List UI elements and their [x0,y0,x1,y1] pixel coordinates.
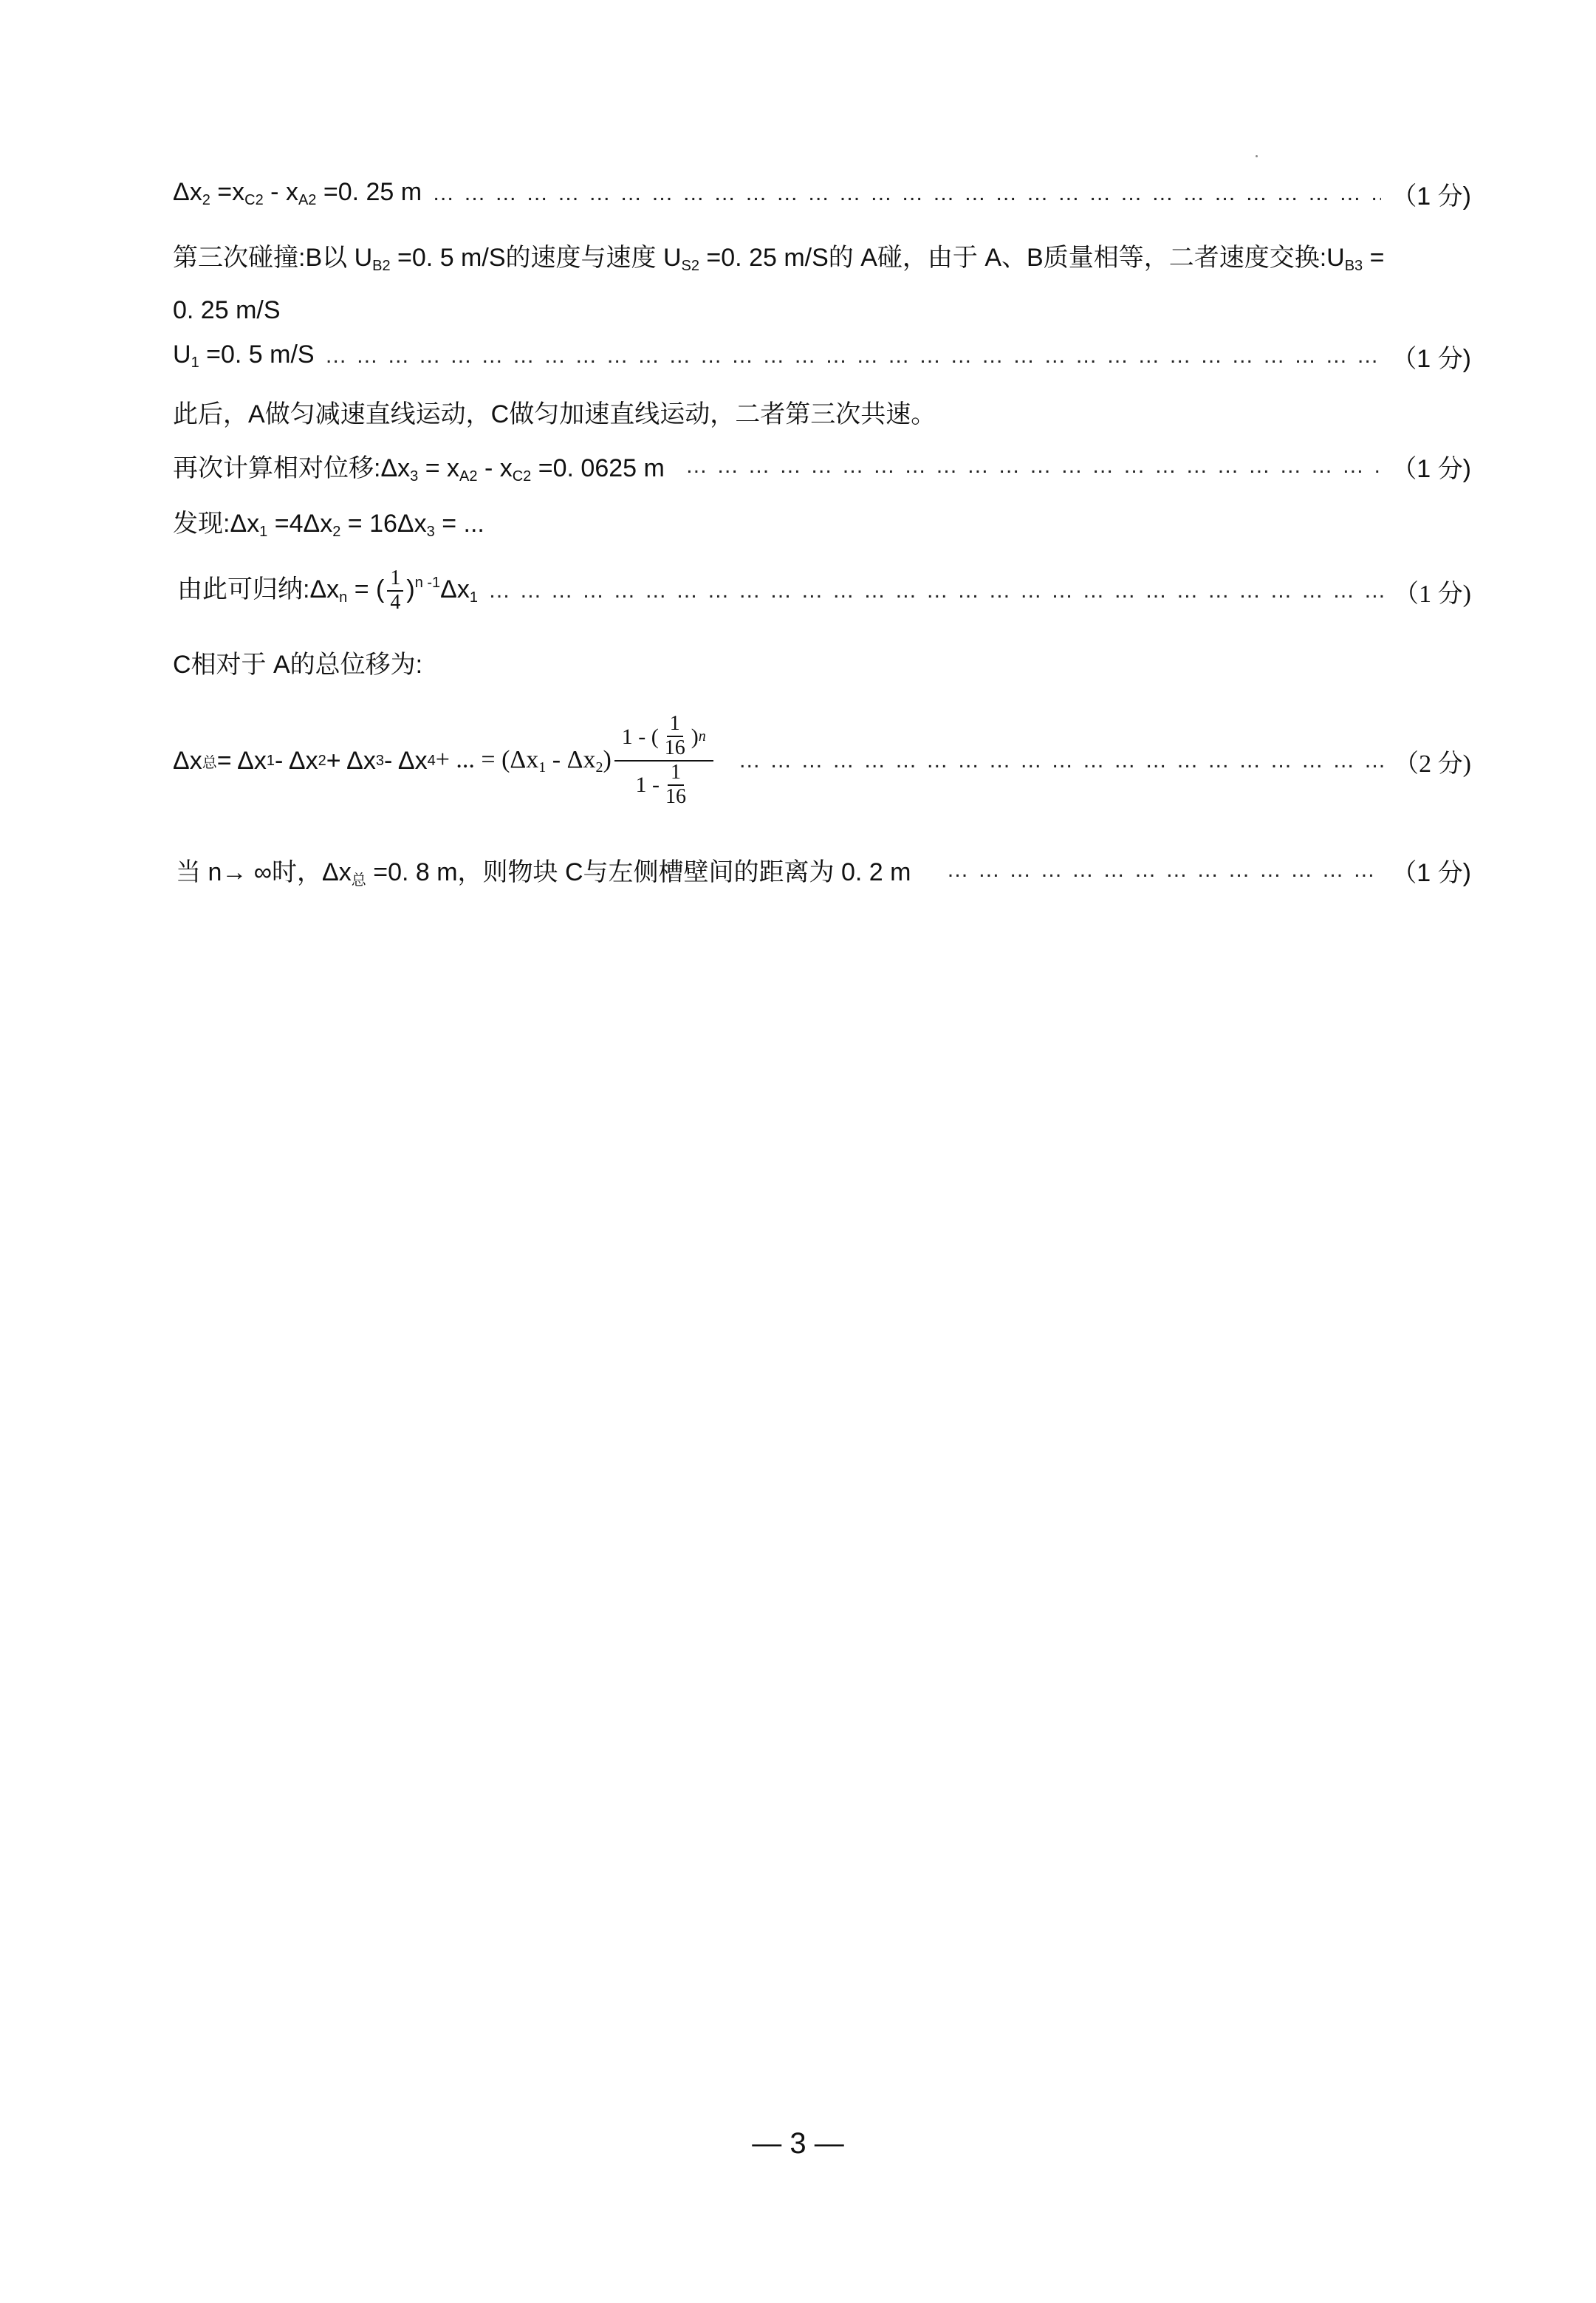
third-collision-continuation [173,288,1471,332]
score-label: （1 分) [1391,858,1471,887]
equation-delta-xn [177,561,1471,620]
equation-text: $U_1 =0$. 5 m/S [173,341,315,371]
fraction-one-sixteenth: $\frac{1}{16}$ [665,761,687,808]
leader-dots [432,181,1381,206]
equation-u1 [173,334,1471,378]
fraction-one-sixteenth: $\frac{1}{16}$ [664,712,685,760]
score-label: （1 分) [1391,182,1471,211]
third-collision-statement [173,233,1471,278]
pattern-observation [173,499,1471,544]
equation-delta-x3 [173,444,1471,488]
leader-dots [488,578,1383,603]
leader-dots [685,454,1381,479]
paragraph-text: 0. 25 m/S [173,295,281,324]
stray-dot [1256,155,1258,157]
equation-text: $\Delta x_2 =x_{C2} - x_{A2} =0$. 25 m [173,178,422,208]
score-label: （1 分) [1391,344,1471,373]
paragraph-text: 此后，A做匀减速直线运动，C做匀加速直线运动，二者第三次共速。 [173,400,936,428]
score-label: （1 分) [1394,580,1471,608]
page-number: — 3 — [752,2127,844,2160]
equation-text: 当 n→ ∞时，$\Delta x_总 =0$. 8 m，则物块 C与左侧槽壁间的距离为 0. 2 m [176,858,911,889]
motion-statement [173,389,1471,434]
geometric-series-fraction: 1 - ( $\frac{1}{16}$ ) n 1 - $\frac{1}{16}$ [614,713,713,808]
paragraph-text: 第三次碰撞:B以 $U_{B2} =0$. 5 m/S的速度与速度 $U_{S2} =0$. 25 m/S的 A碰，由于 A、B质量相等，二者速度交换$:U_{B3}$ = [173,243,1385,274]
score-label: （1 分) [1391,454,1471,483]
leader-dots [739,748,1383,773]
equation-text: 由此可归纳$:\Delta x_n$ = ( $\frac{1}{4}$ )$^{n -1}\Delta x_1$ [177,567,479,614]
fraction-one-quarter: $\frac{1}{4}$ [387,567,403,615]
equation-delta-x2 [173,171,1471,216]
equation-text: 再次计算相对位移$:\Delta x_3 = x_{A2} - x_{C2} =0$. 0625 m [173,454,665,485]
equation-text: 发现$:\Delta x_1 =4\Delta x_2 = 16\Delta x_3$ = ... [173,509,484,540]
leader-dots [946,858,1381,883]
final-result [176,848,1471,892]
paragraph-text: C相对于 A的总位移为: [173,650,423,679]
leader-dots [325,343,1382,369]
equation-text: Δx 总 = Δx 1 - Δx 2 + Δx 3 - Δx 4 + ... = $(\Delta x_1 - \Delta x_2)$ 1 - ( $\frac{1}{16}$ ) n 1 - $\frac{1}{16}$ [173,713,716,808]
score-label: （2 分) [1394,750,1471,778]
total-displacement-intro [173,640,1471,684]
equation-total-displacement [173,702,1471,820]
